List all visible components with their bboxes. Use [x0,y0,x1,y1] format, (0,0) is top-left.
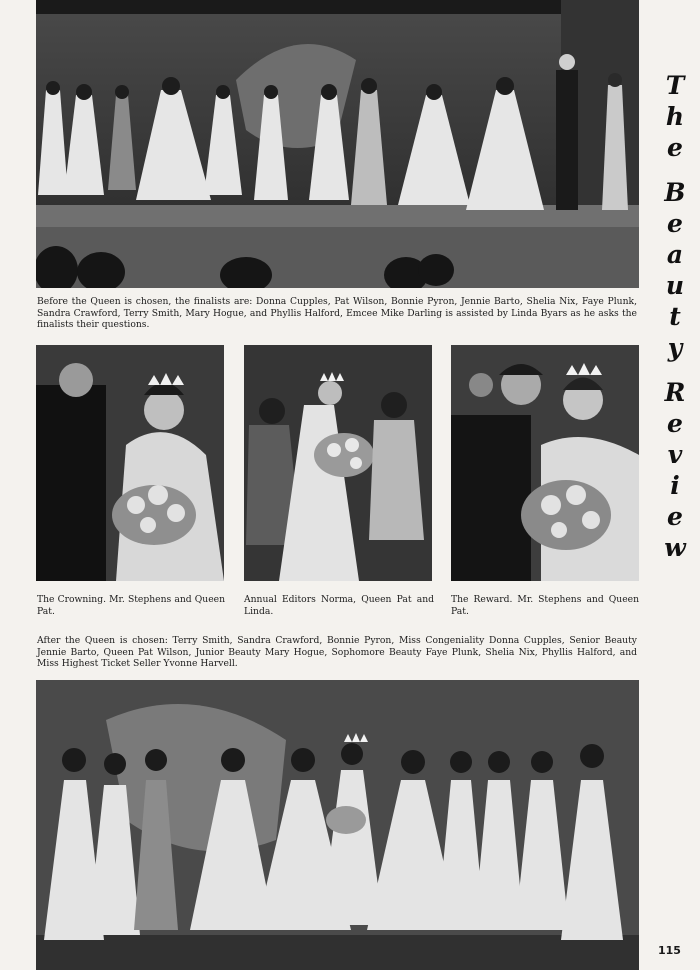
photo-reward [451,345,639,581]
caption-editors: Annual Editors Norma, Queen Pat and Linda. [244,594,434,617]
caption-crowning: The Crowning. Mr. Stephens and Queen Pat. [37,594,225,617]
caption-reward: The Reward. Mr. Stephens and Queen Pat. [451,594,639,617]
photo-annual-editors [244,345,432,581]
photo-winners-group [36,680,639,970]
photo-finalists-on-stage [36,0,639,288]
section-title-the-beauty-review: T h e B e a u t y R e v i e w [664,71,686,562]
caption-finalists: Before the Queen is chosen, the finalists are: Donna Cupples, Pat Wilson, Bonnie Pyron, Jennie Barto, Shelia Nix, Faye Plunk, Sandra Crawford, Terry Smith, Mary Hogue, and Phyllis Halford, Emcee Mike Darling is assisted by Linda Byars as he asks the finalists their questions. [37,296,637,330]
caption-after-queen: After the Queen is chosen: Terry Smith, Sandra Crawford, Bonnie Pyron, Miss Congeniality Donna Cupples, Senior Beauty Jennie Barto, Queen Pat Wilson, Junior Beauty Mary Hogue, Sophomore Beauty Faye Plunk, Shelia Nix, Phyllis Halford, and Miss Highest Ticket Seller Yvonne Harvell. [37,635,637,669]
page-number: 115 [658,944,681,957]
photo-crowning [36,345,224,581]
